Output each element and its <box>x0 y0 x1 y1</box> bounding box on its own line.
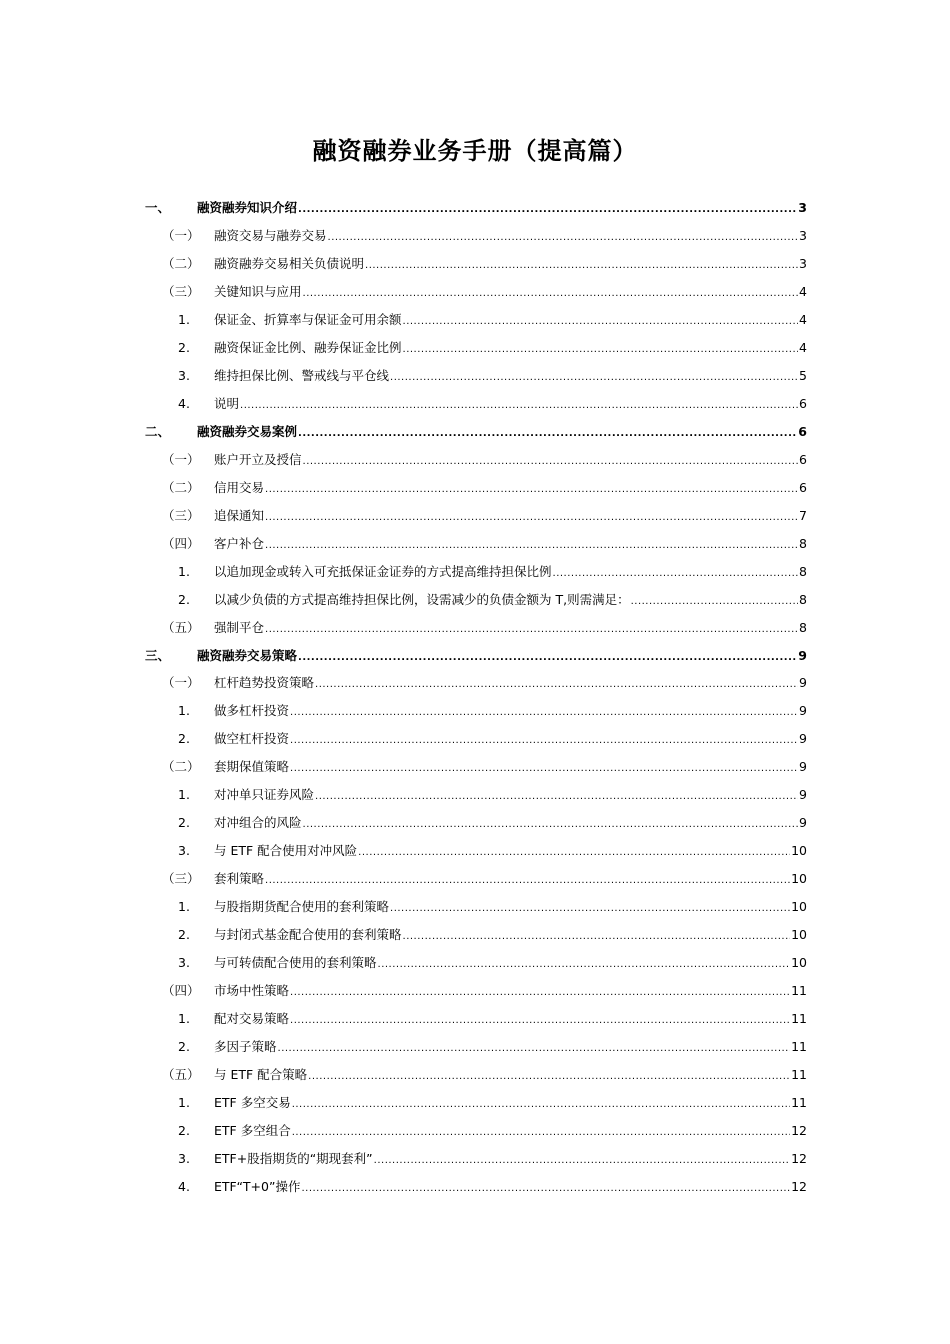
toc-dot-leader <box>390 895 790 923</box>
toc-entry-number: 3. <box>178 955 190 971</box>
toc-dot-leader <box>303 448 799 476</box>
toc-dot-leader <box>315 783 798 811</box>
toc-entry-title: 融资融券交易相关负债说明 <box>214 255 365 271</box>
toc-entry-line <box>214 1089 807 1119</box>
toc-page-number: 12 <box>791 1150 807 1166</box>
toc-entry-number: 三、 <box>145 647 171 663</box>
toc-entry[interactable] <box>0 446 950 474</box>
toc-entry-title: 对冲单只证券风险 <box>214 787 315 803</box>
toc-dot-leader <box>290 1007 790 1035</box>
toc-entry-number: 1. <box>178 1095 190 1110</box>
toc-page-number: 9 <box>799 675 807 691</box>
toc-dot-leader <box>298 196 797 224</box>
toc-entry-title: 以减少负债的方式提高维持担保比例，设需减少的负债金额为 T,则需满足： <box>214 591 630 607</box>
toc-entry-line <box>214 949 807 979</box>
toc-page-number: 8 <box>799 619 807 635</box>
toc-entry-line <box>214 1005 807 1035</box>
toc-entry[interactable] <box>0 530 950 558</box>
toc-dot-leader <box>292 1119 790 1147</box>
toc-dot-leader <box>290 699 798 727</box>
toc-entry[interactable] <box>0 614 950 642</box>
toc-entry-number: 3. <box>178 1150 190 1166</box>
toc-page-number: 10 <box>791 871 807 887</box>
toc-entry[interactable] <box>0 1033 950 1061</box>
toc-entry-line <box>214 306 807 336</box>
toc-page-number: 3 <box>799 255 807 271</box>
toc-entry-title: 融资融券交易策略 <box>197 647 298 663</box>
toc-entry[interactable] <box>0 390 950 418</box>
toc-entry-line <box>214 837 807 867</box>
toc-entry-title: 对冲组合的风险 <box>214 815 302 831</box>
toc-entry-number: （一） <box>162 227 200 243</box>
toc-entry-number: 2. <box>178 1122 190 1138</box>
toc-dot-leader <box>403 308 799 336</box>
toc-entry-number: 2. <box>178 1039 190 1055</box>
toc-page-number: 5 <box>799 367 807 383</box>
toc-entry-line <box>214 1117 807 1147</box>
toc-entry-line <box>197 194 807 224</box>
toc-entry[interactable] <box>0 418 950 446</box>
toc-entry-line <box>214 753 807 783</box>
toc-entry-number: 2. <box>178 339 190 355</box>
toc-entry[interactable] <box>0 278 950 306</box>
toc-dot-leader <box>301 1175 790 1203</box>
toc-entry-number: 1. <box>178 899 190 915</box>
toc-entry-title: ETF 多空组合 <box>214 1122 291 1138</box>
toc-entry[interactable] <box>0 669 950 697</box>
toc-dot-leader <box>265 532 798 560</box>
toc-page-number: 9 <box>799 787 807 803</box>
toc-dot-leader <box>290 979 790 1007</box>
toc-entry[interactable] <box>0 558 950 586</box>
toc-dot-leader <box>292 1091 790 1119</box>
toc-entry-title: 套利策略 <box>214 871 265 887</box>
toc-entry[interactable] <box>0 921 950 949</box>
toc-entry-number: 1. <box>178 1011 190 1027</box>
toc-entry-line <box>214 1145 807 1175</box>
toc-entry-number: 二、 <box>145 423 171 439</box>
toc-entry-title: 融资保证金比例、融券保证金比例 <box>214 339 402 355</box>
toc-entry[interactable] <box>0 893 950 921</box>
toc-entry-line <box>214 1033 807 1063</box>
toc-entry-line <box>214 390 807 420</box>
toc-entry-title: 杠杆趋势投资策略 <box>214 675 315 691</box>
toc-entry-line <box>214 614 807 644</box>
toc-entry-number: 1. <box>178 563 190 579</box>
toc-entry[interactable] <box>0 865 950 893</box>
toc-dot-leader <box>290 755 798 783</box>
toc-dot-leader <box>365 252 798 280</box>
toc-page-number: 10 <box>791 843 807 859</box>
toc-entry[interactable] <box>0 362 950 390</box>
toc-entry[interactable] <box>0 1061 950 1089</box>
toc-entry-title: 与封闭式基金配合使用的套利策略 <box>214 927 402 943</box>
toc-entry-number: （三） <box>162 507 200 523</box>
toc-entry[interactable] <box>0 837 950 865</box>
toc-page-number: 12 <box>791 1178 807 1194</box>
toc-dot-leader <box>290 727 798 755</box>
toc-entry[interactable] <box>0 306 950 334</box>
toc-entry-number: 2. <box>178 927 190 943</box>
toc-dot-leader <box>303 280 799 308</box>
toc-entry-title: 融资融券交易案例 <box>197 423 298 439</box>
toc-page-number: 9 <box>798 647 807 663</box>
toc-entry-title: ETF“T+0”操作 <box>214 1178 301 1194</box>
toc-entry[interactable] <box>0 1173 950 1201</box>
toc-dot-leader <box>358 839 790 867</box>
toc-entry-line <box>214 921 807 951</box>
toc-entry-title: 维持担保比例、警戒线与平仓线 <box>214 367 390 383</box>
toc-entry-title: 配对交易策略 <box>214 1011 290 1027</box>
toc-entry-line <box>214 474 807 504</box>
toc-entry-number: 3. <box>178 843 190 859</box>
toc-page-number: 6 <box>799 451 807 467</box>
toc-entry-number: （五） <box>162 619 200 635</box>
toc-entry-title: 账户开立及授信 <box>214 451 302 467</box>
toc-entry-line <box>214 222 807 252</box>
toc-dot-leader <box>403 336 799 364</box>
toc-entry-number: 3. <box>178 367 190 383</box>
toc-page-number: 4 <box>799 311 807 327</box>
toc-entry-title: 融资融券知识介绍 <box>197 200 298 215</box>
toc-dot-leader <box>278 1035 791 1063</box>
toc-entry-line <box>214 586 807 616</box>
toc-entry[interactable] <box>0 1089 950 1117</box>
toc-entry-title: 做多杠杆投资 <box>214 703 290 719</box>
toc-entry-number: 1. <box>178 311 190 327</box>
toc-entry-title: 融资交易与融券交易 <box>214 227 327 243</box>
toc-dot-leader <box>265 867 790 895</box>
toc-entry[interactable] <box>0 334 950 362</box>
toc-entry[interactable] <box>0 725 950 753</box>
toc-entry-title: ETF+股指期货的“期现套利” <box>214 1150 373 1166</box>
toc-dot-leader <box>403 923 791 951</box>
toc-entry-title: 与 ETF 配合使用对冲风险 <box>214 843 358 859</box>
toc-entry[interactable] <box>0 949 950 977</box>
toc-page-number: 4 <box>799 283 807 299</box>
toc-dot-leader <box>308 1063 790 1091</box>
toc-dot-leader <box>315 671 798 699</box>
toc-entry[interactable] <box>0 194 950 222</box>
toc-dot-leader <box>328 224 799 252</box>
toc-entry-title: 信用交易 <box>214 479 265 495</box>
toc-page-number: 9 <box>799 703 807 719</box>
toc-entry-number: （四） <box>162 535 200 551</box>
toc-page-number: 9 <box>799 731 807 747</box>
toc-entry[interactable] <box>0 781 950 809</box>
toc-dot-leader <box>298 420 797 448</box>
toc-page-number: 4 <box>799 339 807 355</box>
toc-entry[interactable] <box>0 697 950 725</box>
toc-entry[interactable] <box>0 1005 950 1033</box>
toc-page-number: 11 <box>791 1039 807 1055</box>
toc-dot-leader <box>298 644 797 672</box>
toc-entry-title: 强制平仓 <box>214 619 265 635</box>
toc-entry[interactable] <box>0 1117 950 1145</box>
document-title: 融资融券业务手册（提高篇） <box>312 136 638 165</box>
toc-entry[interactable] <box>0 474 950 502</box>
toc-entry[interactable] <box>0 502 950 530</box>
toc-entry[interactable] <box>0 753 950 781</box>
toc-page-number: 3 <box>799 227 807 243</box>
toc-page-number: 10 <box>791 927 807 943</box>
toc-dot-leader <box>265 616 798 644</box>
toc-dot-leader <box>374 1147 790 1175</box>
toc-entry-line <box>214 558 807 588</box>
toc-page-number: 11 <box>791 1011 807 1027</box>
toc-entry-title: ETF 多空交易 <box>214 1095 291 1110</box>
toc-entry-title: 说明 <box>214 395 240 411</box>
toc-entry-number: 1. <box>178 703 190 719</box>
toc-page-number: 9 <box>799 759 807 775</box>
toc-entry-title: 与股指期货配合使用的套利策略 <box>214 899 390 915</box>
toc-page-number: 8 <box>799 563 807 579</box>
toc-entry-line <box>214 977 807 1007</box>
toc-entry[interactable] <box>0 250 950 278</box>
toc-entry-line <box>214 1173 807 1203</box>
toc-entry-line <box>214 250 807 280</box>
toc-entry-title: 客户补仓 <box>214 535 265 551</box>
toc-page-number: 10 <box>791 899 807 915</box>
toc-dot-leader <box>240 392 798 420</box>
toc-entry-title: 以追加现金或转入可充抵保证金证券的方式提高维持担保比例 <box>214 563 552 579</box>
toc-entry-line <box>214 362 807 392</box>
toc-page-number: 10 <box>791 955 807 971</box>
toc-entry-line <box>214 809 807 839</box>
toc-entry-title: 关键知识与应用 <box>214 283 302 299</box>
toc-entry-line <box>214 502 807 532</box>
toc-page-number: 11 <box>791 983 807 999</box>
toc-entry-line <box>214 697 807 727</box>
toc-entry-number: 2. <box>178 591 190 607</box>
toc-page-number: 6 <box>799 395 807 411</box>
toc-entry-line <box>214 530 807 560</box>
toc-page-number: 11 <box>791 1067 807 1083</box>
toc-entry-title: 做空杠杆投资 <box>214 731 290 747</box>
toc-entry-line <box>214 278 807 308</box>
toc-entry-number: （二） <box>162 479 200 495</box>
toc-entry-title: 与可转债配合使用的套利策略 <box>214 955 377 971</box>
toc-entry-number: （三） <box>162 871 200 887</box>
toc-page-number: 8 <box>799 535 807 551</box>
toc-page-number: 6 <box>798 423 807 439</box>
toc-entry-number: 4. <box>178 1178 190 1194</box>
toc-entry-line <box>214 893 807 923</box>
toc-entry-number: （二） <box>162 759 200 775</box>
table-of-contents <box>0 194 950 1201</box>
toc-entry-title: 追保通知 <box>214 507 265 523</box>
toc-entry[interactable] <box>0 809 950 837</box>
toc-page-number: 8 <box>799 591 807 607</box>
toc-dot-leader <box>265 476 798 504</box>
toc-entry-line <box>214 669 807 699</box>
toc-entry-title: 套期保值策略 <box>214 759 290 775</box>
toc-entry-title: 市场中性策略 <box>214 983 290 999</box>
toc-dot-leader <box>303 811 799 839</box>
toc-entry-number: 4. <box>178 395 190 411</box>
toc-entry-line <box>214 865 807 895</box>
toc-dot-leader <box>553 560 799 588</box>
toc-entry[interactable] <box>0 642 950 670</box>
toc-entry-title: 多因子策略 <box>214 1039 277 1055</box>
toc-entry-number: 2. <box>178 815 190 831</box>
toc-dot-leader <box>390 364 798 392</box>
toc-entry-line <box>214 334 807 364</box>
toc-entry-number: （二） <box>162 255 200 271</box>
toc-dot-leader <box>265 504 798 532</box>
toc-entry-number: （四） <box>162 983 200 999</box>
toc-entry[interactable] <box>0 586 950 614</box>
toc-page-number: 12 <box>791 1122 807 1138</box>
toc-entry-line <box>214 781 807 811</box>
toc-entry-title: 保证金、折算率与保证金可用余额 <box>214 311 402 327</box>
toc-entry[interactable] <box>0 977 950 1005</box>
toc-entry-line <box>197 642 807 672</box>
toc-dot-leader <box>631 588 798 616</box>
toc-entry[interactable] <box>0 1145 950 1173</box>
toc-entry-number: （五） <box>162 1067 200 1083</box>
toc-entry-line <box>214 446 807 476</box>
toc-dot-leader <box>378 951 791 979</box>
toc-entry-title: 与 ETF 配合策略 <box>214 1067 308 1083</box>
toc-entry-number: 1. <box>178 787 190 803</box>
toc-entry-line <box>214 725 807 755</box>
toc-entry-line <box>197 418 807 448</box>
toc-entry-number: （三） <box>162 283 200 299</box>
toc-entry-number: 一、 <box>145 200 171 215</box>
toc-entry-number: （一） <box>162 675 200 691</box>
toc-page-number: 3 <box>798 200 807 215</box>
toc-entry-number: （一） <box>162 451 200 467</box>
toc-page-number: 6 <box>799 479 807 495</box>
toc-entry-number: 2. <box>178 731 190 747</box>
toc-page-number: 11 <box>791 1095 807 1110</box>
toc-entry-line <box>214 1061 807 1091</box>
toc-page-number: 9 <box>799 815 807 831</box>
toc-page-number: 7 <box>799 507 807 523</box>
toc-entry[interactable] <box>0 222 950 250</box>
